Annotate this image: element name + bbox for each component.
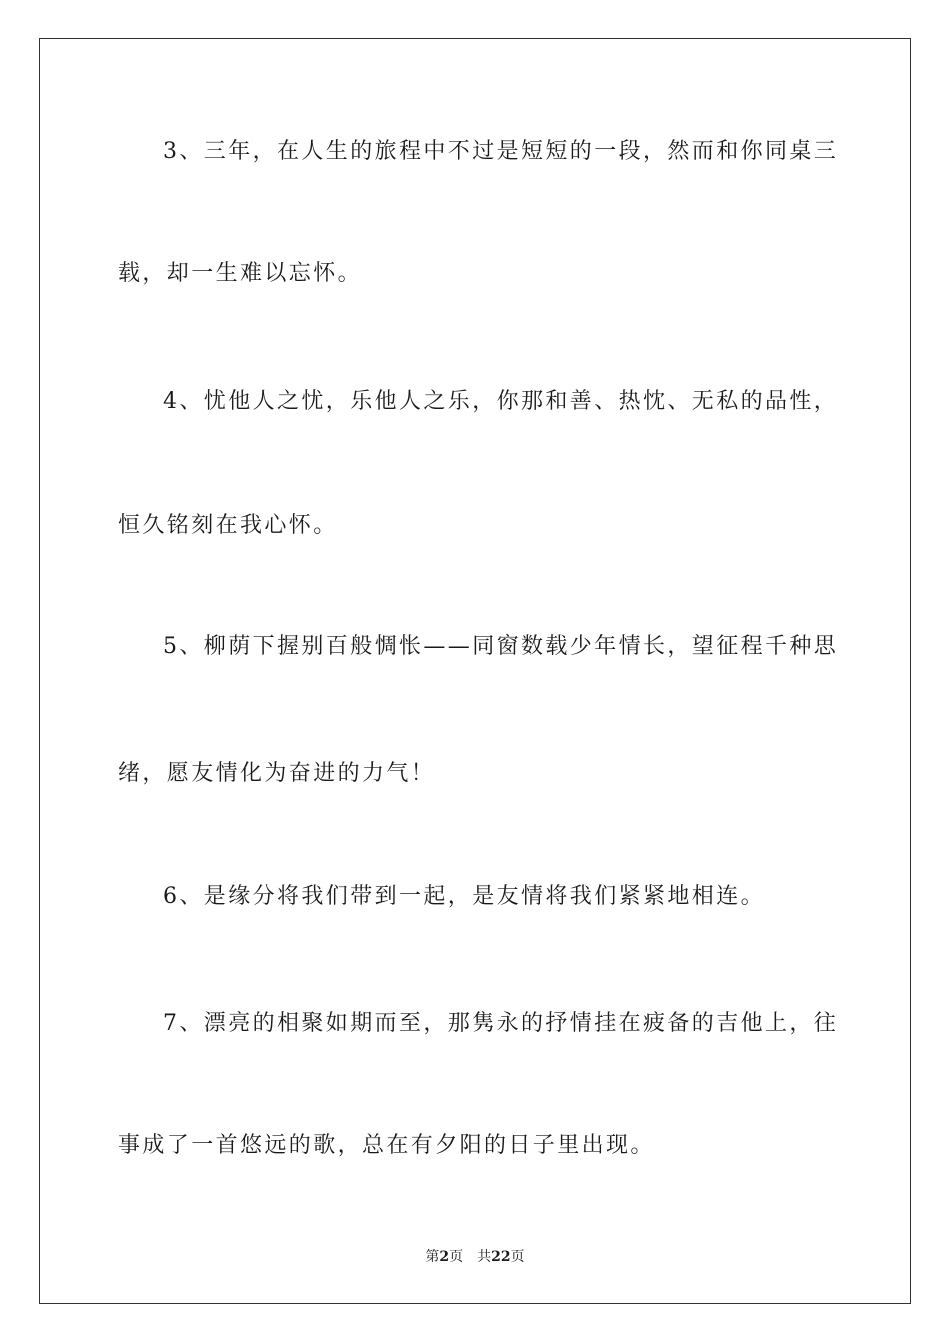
paragraph-5-line-2: 绪，愿友情化为奋进的力气！ [118, 761, 436, 786]
paragraph-7-line-2: 事成了一首悠远的歌，总在有夕阳的日子里出现。 [118, 1133, 655, 1158]
paragraph-7-line-1: 7、漂亮的相聚如期而至，那隽永的抒情挂在疲备的吉他上，往 [163, 1011, 839, 1036]
total-prefix: 共 [477, 1249, 492, 1265]
page-prefix: 第 [425, 1249, 440, 1265]
page-number: 2 [439, 1249, 450, 1265]
page-frame [39, 38, 911, 1304]
paragraph-4-line-1: 4、忧他人之忧，乐他人之乐，你那和善、热忱、无私的品性， [163, 389, 839, 414]
page-suffix: 页 [449, 1249, 464, 1265]
paragraph-3-line-2: 载，却一生难以忘怀。 [118, 261, 363, 286]
total-suffix: 页 [510, 1249, 525, 1265]
page-footer [0, 1247, 950, 1267]
paragraph-3-line-1: 3、三年，在人生的旅程中不过是短短的一段，然而和你同桌三 [163, 139, 839, 164]
total-pages: 22 [491, 1249, 511, 1265]
paragraph-6-line-1: 6、是缘分将我们带到一起，是友情将我们紧紧地相连。 [163, 884, 765, 909]
paragraph-4-line-2: 恒久铭刻在我心怀。 [118, 513, 338, 538]
paragraph-5-line-1: 5、柳荫下握别百般惆怅——同窗数载少年情长，望征程千种思 [163, 634, 839, 659]
